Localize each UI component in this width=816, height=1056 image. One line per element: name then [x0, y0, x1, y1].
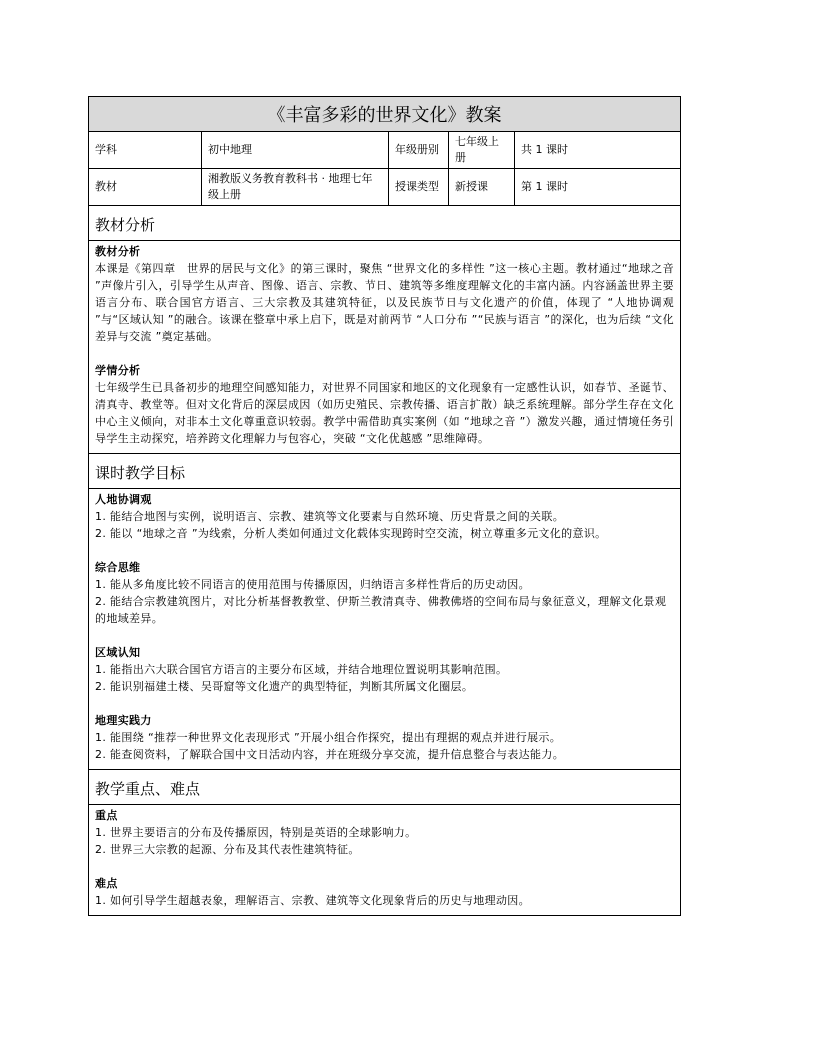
goal-item: 1. 能结合地图与实例，说明语言、宗教、建筑等文化要素与自然环境、历史背景之间的关联。 [95, 510, 565, 523]
subheading-difficult-points: 难点 [95, 877, 118, 890]
total-hours: 共 1 课时 [515, 132, 681, 169]
subject-label: 学科 [89, 132, 202, 169]
goal-group-title: 人地协调观 [95, 493, 152, 506]
lesson-plan-table [88, 96, 681, 916]
section-heading-goals: 课时教学目标 [89, 454, 681, 489]
key-point-item: 2. 世界三大宗教的起源、分布及其代表性建筑特征。 [95, 843, 360, 856]
subject-value: 初中地理 [202, 132, 389, 169]
lesson-type-value: 新授课 [449, 169, 515, 206]
section-body-keypoints [89, 805, 681, 916]
section-body-goals [89, 489, 681, 770]
goal-item: 2. 能查阅资料，了解联合国中文日活动内容，并在班级分享交流，提升信息整合与表达能力。 [95, 748, 565, 761]
difficult-point-item: 1. 如何引导学生超越表象，理解语言、宗教、建筑等文化现象背后的历史与地理动因。 [95, 894, 530, 907]
section-heading-analysis: 教材分析 [89, 206, 681, 241]
goal-item: 1. 能围绕 “推荐一种世界文化表现形式 ”开展小组合作探究，提出有理据的观点并进行展示。 [95, 731, 562, 744]
subheading-student-analysis: 学情分析 [95, 364, 141, 377]
goal-item: 1. 能指出六大联合国官方语言的主要分布区域，并结合地理位置说明其影响范围。 [95, 663, 508, 676]
paragraph-textbook-analysis: 本课是《第四章 世界的居民与文化》的第三课时，聚焦 “世界文化的多样性 ”这一核心主题。教材通过“地球之音 ”声像片引入，引导学生从声音、图像、语言、宗教、节日、建筑等多维度理解文化的丰富内涵。内容涵盖世界主要语言分布、联合国官方语言、三大宗教及其建筑特征，以及民族节日与文化遗产的价值，体现了 “人地协调观 ”与“区域认知 ”的融合。该课在整章中承上启下，既是对前两节 “人口分布 ”“民族与语言 ”的深化，也为后续 “文化差异与交流 ”奠定基础。 [95, 262, 674, 343]
lesson-type-label: 授课类型 [389, 169, 449, 206]
lesson-plan-document [88, 96, 680, 916]
textbook-value: 湘教版义务教育教科书 · 地理七年级上册 [202, 169, 389, 206]
grade-label: 年级册别 [389, 132, 449, 169]
lesson-number: 第 1 课时 [515, 169, 681, 206]
key-point-item: 1. 世界主要语言的分布及传播原因，特别是英语的全球影响力。 [95, 826, 417, 839]
info-row-subject [89, 132, 681, 169]
goal-group-title: 综合思维 [95, 561, 141, 574]
subheading-textbook-analysis: 教材分析 [95, 245, 141, 258]
info-row-textbook [89, 169, 681, 206]
goal-group-title: 区域认知 [95, 646, 141, 659]
grade-value: 七年级上册 [449, 132, 515, 169]
goal-item: 2. 能识别福建土楼、吴哥窟等文化遗产的典型特征，判断其所属文化圈层。 [95, 680, 474, 693]
subheading-key-points: 重点 [95, 809, 118, 822]
paragraph-student-analysis: 七年级学生已具备初步的地理空间感知能力，对世界不同国家和地区的文化现象有一定感性认识，如春节、圣诞节、清真寺、教堂等。但对文化背后的深层成因（如历史殖民、宗教传播、语言扩散）缺乏系统理解。部分学生存在文化中心主义倾向，对非本土文化尊重意识较弱。教学中需借助真实案例（如 “地球之音 ”）激发兴趣，通过情境任务引导学生主动探究，培养跨文化理解力与包容心，突破 “文化优越感 ”思维障碍。 [95, 381, 674, 445]
goal-item: 1. 能从多角度比较不同语言的使用范围与传播原因，归纳语言多样性背后的历史动因。 [95, 578, 530, 591]
goal-group-title: 地理实践力 [95, 714, 152, 727]
document-title: 《丰富多彩的世界文化》教案 [89, 97, 681, 132]
goal-item: 2. 能以 “地球之音 ”为线索，分析人类如何通过文化载体实现跨时空交流，树立尊重多元文化的意识。 [95, 527, 607, 540]
section-heading-keypoints: 教学重点、难点 [89, 770, 681, 805]
section-body-analysis [89, 241, 681, 454]
goal-item: 2. 能结合宗教建筑图片，对比分析基督教教堂、伊斯兰教清真寺、佛教佛塔的空间布局与象征意义，理解文化景观的地域差异。 [95, 595, 667, 625]
textbook-label: 教材 [89, 169, 202, 206]
